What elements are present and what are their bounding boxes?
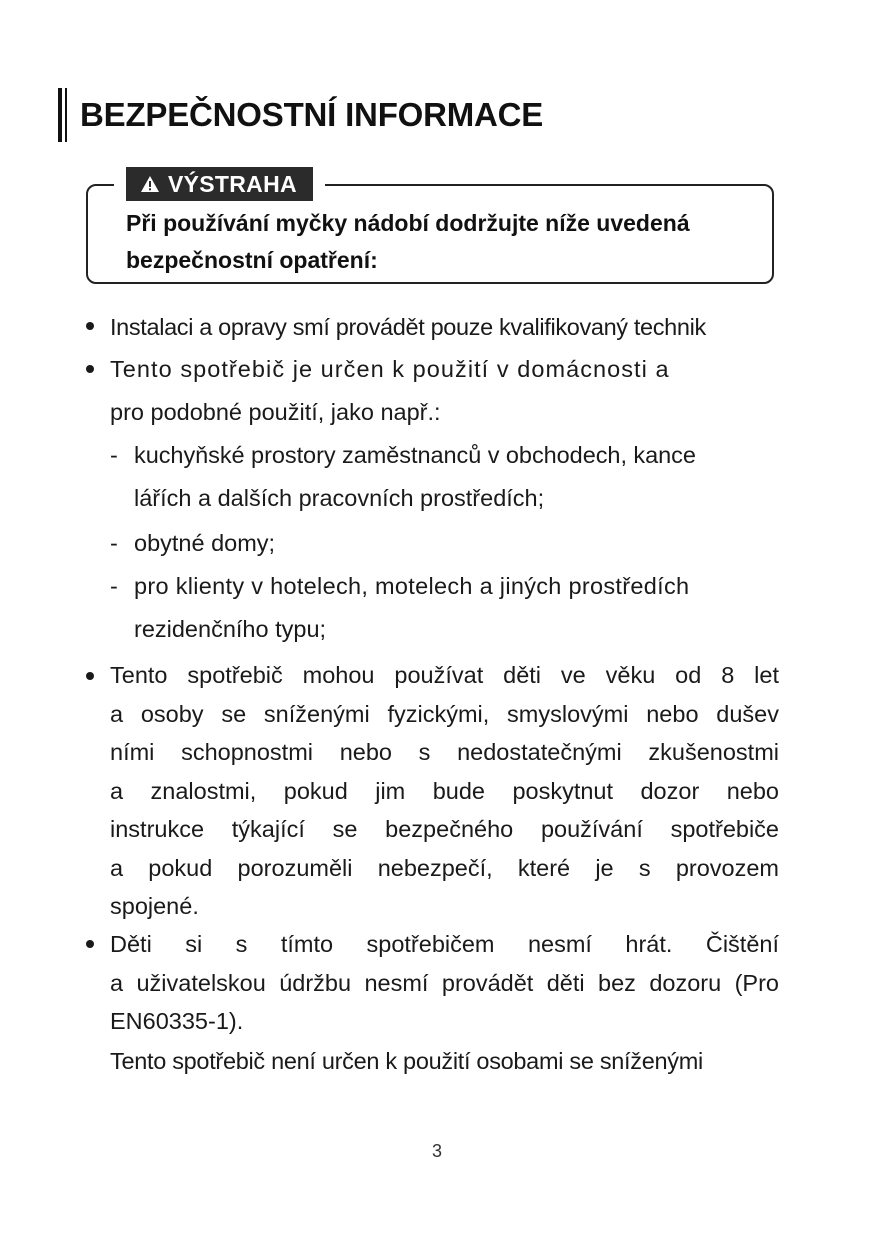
paragraph-line: instrukce týkající se bezpečného používání spotřebiče [110,816,779,842]
paragraph-text: Tento spotřebič není určen k použití osobami se sníženými [110,1048,703,1074]
bullet-text: Tento spotřebič je určen k použití v domácnosti a [110,356,670,382]
dash-marker: - [110,530,118,556]
dash-marker: - [110,442,118,468]
bullet-dot [86,322,94,330]
paragraph-line: spojené. [110,893,199,919]
warning-label: VÝSTRAHA [168,170,297,197]
bullet-dot [86,672,94,680]
warning-line: bezpečnostní opatření: [126,247,378,273]
paragraph-line: ními schopnostmi nebo s nedostatečnými zkušenostmi [110,739,779,765]
warning-badge [126,167,313,201]
page-title: BEZPEČNOSTNÍ INFORMACE [80,96,544,133]
bullet-dot [86,940,94,948]
paragraph-line: a uživatelskou údržbu nesmí provádět děti bez dozoru (Pro [110,969,779,996]
paragraph-line: a znalostmi, pokud jim bude poskytnut dozor nebo [110,777,779,804]
sub-item-text: lářích a dalších pracovních prostředích; [134,485,545,511]
paragraph-line: EN60335-1). [110,1008,244,1034]
paragraph-line: Tento spotřebič mohou používat děti ve věku od 8 let [110,662,779,688]
paragraph-line: Děti si s tímto spotřebičem nesmí hrát. Čištění [110,931,779,957]
header-accent-bars [58,88,67,142]
warning-text [126,205,766,279]
sub-item-text: obytné domy; [134,530,276,556]
bullet-dot [86,365,94,373]
sub-item-text: kuchyňské prostory zaměstnanců v obchodech, kance [134,442,696,468]
section-header [58,88,543,142]
warning-line: Při používání myčky nádobí dodržujte níže uvedená [126,210,690,236]
page-number: 3 [431,1141,442,1161]
sub-item-text: rezidenčního typu; [134,616,327,642]
bullet-paragraph [110,925,779,1041]
dash-marker: - [110,573,118,599]
bullet-text: pro podobné použití, jako např.: [110,399,441,425]
paragraph-line: a osoby se sníženými fyzickými, smyslovými nebo dušev [110,700,779,727]
bullet-paragraph [110,656,779,926]
sub-item-text: pro klienty v hotelech, motelech a jiných prostředích [134,573,690,599]
paragraph-line: a pokud porozuměli nebezpečí, které je s provozem [110,854,779,881]
bullet-text: Instalaci a opravy smí provádět pouze kvalifikovaný technik [110,314,706,340]
warning-triangle-icon [140,175,160,193]
